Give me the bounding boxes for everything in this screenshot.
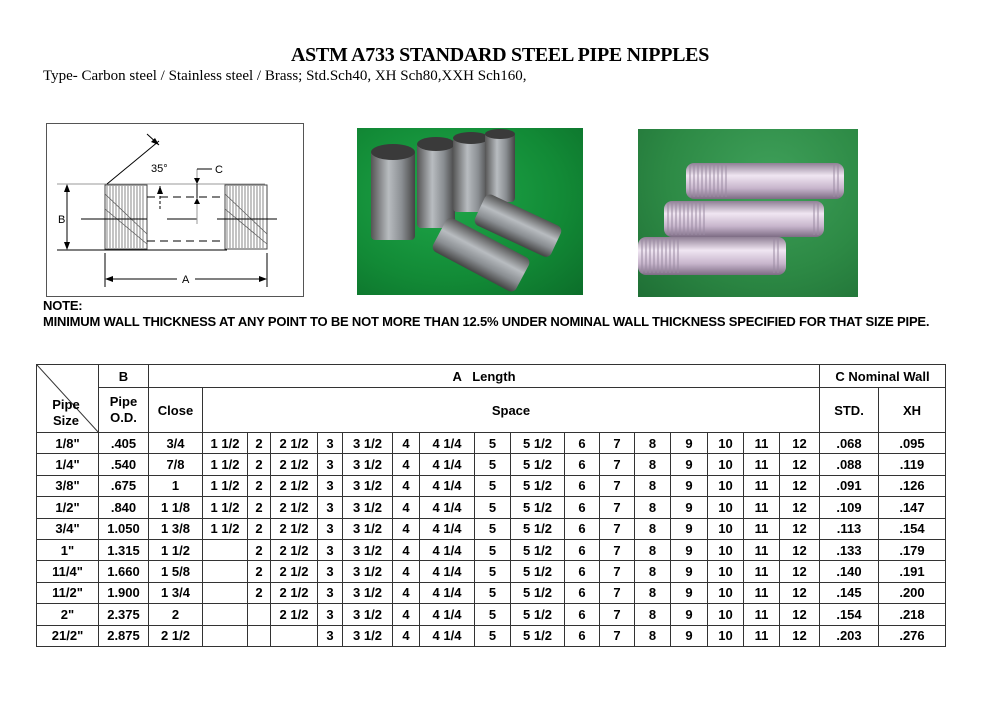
std-wall-cell: .068 [820, 433, 879, 454]
space-length-cell: 4 [393, 497, 420, 518]
xh-wall-cell: .126 [879, 475, 946, 496]
xh-wall-cell: .191 [879, 561, 946, 582]
space-length-cell [203, 561, 248, 582]
space-length-cell: 11 [744, 604, 780, 625]
close-header: Close [149, 388, 203, 433]
space-length-cell: 7 [600, 518, 635, 539]
space-length-cell: 12 [780, 539, 820, 560]
space-length-cell: 10 [708, 497, 744, 518]
space-length-cell: 5 [475, 454, 511, 475]
space-length-cell: 1 1/2 [203, 497, 248, 518]
space-length-cell: 7 [600, 582, 635, 603]
space-length-cell: 7 [600, 539, 635, 560]
space-length-cell: 10 [708, 582, 744, 603]
std-wall-cell: .154 [820, 604, 879, 625]
svg-text:35°: 35° [151, 163, 168, 175]
space-length-cell: 2 [248, 475, 271, 496]
xh-header: XH [879, 388, 946, 433]
space-length-cell: 5 [475, 625, 511, 646]
std-wall-cell: .140 [820, 561, 879, 582]
space-length-cell: 10 [708, 454, 744, 475]
space-length-cell: 9 [671, 518, 708, 539]
space-length-cell: 6 [565, 454, 600, 475]
page-subtitle: Type- Carbon steel / Stainless steel / Brass; Std.Sch40, XH Sch80,XXH Sch160, [43, 68, 527, 84]
table-row [37, 604, 946, 625]
space-length-cell: 2 [248, 454, 271, 475]
space-length-cell: 2 1/2 [271, 433, 318, 454]
table-row [37, 539, 946, 560]
space-length-cell: 7 [600, 454, 635, 475]
space-length-cell [203, 539, 248, 560]
pipe-size-cell: 11/4" [37, 561, 99, 582]
space-length-cell: 12 [780, 561, 820, 582]
space-length-cell: 1 1/2 [203, 518, 248, 539]
table-row [37, 433, 946, 454]
space-length-cell: 3 [318, 625, 343, 646]
close-length-cell: 1 3/8 [149, 518, 203, 539]
pipe-od-header: Pipe O.D. [99, 388, 149, 433]
space-length-cell: 11 [744, 433, 780, 454]
space-length-cell: 4 [393, 539, 420, 560]
note-block [43, 298, 973, 329]
space-length-cell: 8 [635, 475, 671, 496]
note-text: MINIMUM WALL THICKNESS AT ANY POINT TO BE NOT MORE THAN 12.5% UNDER NOMINAL WALL THICKNESS SPECIFIED FOR THAT SIZE PIPE. [43, 313, 930, 329]
space-length-cell: 6 [565, 475, 600, 496]
space-length-cell: 3 [318, 454, 343, 475]
space-header: Space [203, 388, 820, 433]
pipe-od-cell: 1.050 [99, 518, 149, 539]
space-length-cell: 3 1/2 [343, 497, 393, 518]
space-length-cell [203, 582, 248, 603]
xh-wall-cell: .276 [879, 625, 946, 646]
space-length-cell: 4 [393, 582, 420, 603]
pipe-od-cell: .840 [99, 497, 149, 518]
pipe-od-cell: 1.900 [99, 582, 149, 603]
space-length-cell: 2 1/2 [271, 518, 318, 539]
table-row [37, 582, 946, 603]
space-length-cell: 2 1/2 [271, 604, 318, 625]
space-length-cell: 8 [635, 582, 671, 603]
space-length-cell: 12 [780, 518, 820, 539]
pipe-size-cell: 1/8" [37, 433, 99, 454]
space-length-cell: 9 [671, 625, 708, 646]
space-length-cell: 6 [565, 518, 600, 539]
space-length-cell: 9 [671, 561, 708, 582]
close-length-cell: 1 1/2 [149, 539, 203, 560]
stainless-steel-nipples-photo [638, 129, 858, 297]
space-length-cell: 5 1/2 [511, 475, 565, 496]
space-length-cell: 2 [248, 539, 271, 560]
table-row [37, 561, 946, 582]
space-length-cell: 5 1/2 [511, 604, 565, 625]
space-length-cell: 2 [248, 561, 271, 582]
space-length-cell: 4 1/4 [420, 518, 475, 539]
space-length-cell: 11 [744, 518, 780, 539]
pipe-od-cell: .405 [99, 433, 149, 454]
space-length-cell: 5 1/2 [511, 539, 565, 560]
space-length-cell: 8 [635, 518, 671, 539]
pipe-od-cell: .540 [99, 454, 149, 475]
pipe-size-cell: 1/2" [37, 497, 99, 518]
pipe-size-cell: 2" [37, 604, 99, 625]
space-length-cell: 11 [744, 625, 780, 646]
pipe-od-cell: 2.375 [99, 604, 149, 625]
space-length-cell: 3 1/2 [343, 433, 393, 454]
pipe-od-cell: .675 [99, 475, 149, 496]
space-length-cell: 2 [248, 582, 271, 603]
pipe-size-cell: 1" [37, 539, 99, 560]
space-length-cell: 4 [393, 433, 420, 454]
space-length-cell [203, 604, 248, 625]
space-length-cell: 5 [475, 497, 511, 518]
space-length-cell: 5 [475, 518, 511, 539]
space-length-cell: 3 1/2 [343, 625, 393, 646]
space-length-cell: 12 [780, 625, 820, 646]
space-length-cell: 4 [393, 454, 420, 475]
space-length-cell: 4 [393, 625, 420, 646]
space-length-cell: 5 1/2 [511, 625, 565, 646]
space-length-cell: 2 1/2 [271, 475, 318, 496]
svg-text:C: C [215, 164, 223, 176]
space-length-cell: 11 [744, 475, 780, 496]
space-length-cell: 3 [318, 433, 343, 454]
table-row [37, 625, 946, 646]
space-length-cell: 3 [318, 582, 343, 603]
std-wall-cell: .113 [820, 518, 879, 539]
space-length-cell: 8 [635, 625, 671, 646]
space-length-cell: 4 [393, 561, 420, 582]
space-length-cell: 12 [780, 497, 820, 518]
pipe-size-cell: 11/2" [37, 582, 99, 603]
space-length-cell: 1 1/2 [203, 475, 248, 496]
std-wall-cell: .203 [820, 625, 879, 646]
pipe-size-corner-header: Pipe Size [37, 365, 99, 433]
space-length-cell: 4 1/4 [420, 561, 475, 582]
a-length-header: A Length [149, 365, 820, 388]
space-length-cell: 10 [708, 433, 744, 454]
space-length-cell: 5 1/2 [511, 518, 565, 539]
space-length-cell: 2 1/2 [271, 497, 318, 518]
svg-text:A: A [182, 274, 190, 286]
page-title: ASTM A733 STANDARD STEEL PIPE NIPPLES [290, 44, 710, 66]
space-length-cell: 11 [744, 454, 780, 475]
space-length-cell: 4 [393, 604, 420, 625]
xh-wall-cell: .200 [879, 582, 946, 603]
space-length-cell: 5 [475, 475, 511, 496]
space-length-cell: 2 1/2 [271, 582, 318, 603]
space-length-cell [248, 604, 271, 625]
space-length-cell: 7 [600, 604, 635, 625]
space-length-cell: 12 [780, 454, 820, 475]
space-length-cell: 7 [600, 561, 635, 582]
space-length-cell: 3 [318, 604, 343, 625]
space-length-cell: 5 [475, 582, 511, 603]
space-length-cell: 10 [708, 625, 744, 646]
space-length-cell: 4 1/4 [420, 475, 475, 496]
pipe-od-cell: 1.660 [99, 561, 149, 582]
space-length-cell: 4 1/4 [420, 433, 475, 454]
xh-wall-cell: .179 [879, 539, 946, 560]
space-length-cell: 5 1/2 [511, 582, 565, 603]
space-length-cell: 3 [318, 518, 343, 539]
space-length-cell: 9 [671, 454, 708, 475]
space-length-cell [203, 625, 248, 646]
space-length-cell: 7 [600, 433, 635, 454]
xh-wall-cell: .119 [879, 454, 946, 475]
c-nominal-wall-header: C Nominal Wall [820, 365, 946, 388]
space-length-cell: 4 [393, 518, 420, 539]
space-length-cell: 6 [565, 604, 600, 625]
space-length-cell: 9 [671, 475, 708, 496]
pipe-od-cell: 1.315 [99, 539, 149, 560]
space-length-cell: 8 [635, 433, 671, 454]
pipe-size-cell: 3/4" [37, 518, 99, 539]
space-length-cell: 4 1/4 [420, 625, 475, 646]
space-length-cell: 1 1/2 [203, 454, 248, 475]
space-length-cell: 5 [475, 433, 511, 454]
space-length-cell: 12 [780, 433, 820, 454]
space-length-cell: 4 1/4 [420, 582, 475, 603]
close-length-cell: 2 [149, 604, 203, 625]
table-row [37, 518, 946, 539]
space-length-cell: 10 [708, 539, 744, 560]
space-length-cell: 3 1/2 [343, 475, 393, 496]
space-length-cell: 3 1/2 [343, 582, 393, 603]
space-length-cell: 6 [565, 561, 600, 582]
space-length-cell: 5 [475, 604, 511, 625]
space-length-cell: 6 [565, 582, 600, 603]
pipe-od-cell: 2.875 [99, 625, 149, 646]
note-heading: NOTE: [43, 298, 83, 313]
xh-wall-cell: .095 [879, 433, 946, 454]
space-length-cell: 3 1/2 [343, 454, 393, 475]
space-length-cell: 4 1/4 [420, 497, 475, 518]
std-wall-cell: .088 [820, 454, 879, 475]
space-length-cell: 5 1/2 [511, 497, 565, 518]
space-length-cell: 2 1/2 [271, 539, 318, 560]
space-length-cell: 7 [600, 625, 635, 646]
pipe-size-cell: 21/2" [37, 625, 99, 646]
b-header: B [99, 365, 149, 388]
space-length-cell: 8 [635, 497, 671, 518]
space-length-cell: 6 [565, 539, 600, 560]
space-length-cell: 12 [780, 604, 820, 625]
space-length-cell: 9 [671, 497, 708, 518]
space-length-cell [271, 625, 318, 646]
space-length-cell: 7 [600, 475, 635, 496]
space-length-cell: 9 [671, 582, 708, 603]
svg-text:B: B [58, 214, 66, 226]
xh-wall-cell: .147 [879, 497, 946, 518]
space-length-cell: 4 1/4 [420, 454, 475, 475]
space-length-cell: 10 [708, 518, 744, 539]
space-length-cell: 8 [635, 604, 671, 625]
space-length-cell: 2 [248, 497, 271, 518]
space-length-cell: 5 [475, 539, 511, 560]
space-length-cell: 3 [318, 475, 343, 496]
space-length-cell: 3 1/2 [343, 518, 393, 539]
space-length-cell: 8 [635, 561, 671, 582]
std-wall-cell: .133 [820, 539, 879, 560]
close-length-cell: 1 [149, 475, 203, 496]
std-wall-cell: .091 [820, 475, 879, 496]
space-length-cell: 1 1/2 [203, 433, 248, 454]
space-length-cell: 5 [475, 561, 511, 582]
close-length-cell: 1 5/8 [149, 561, 203, 582]
space-length-cell: 11 [744, 561, 780, 582]
space-length-cell [248, 625, 271, 646]
space-length-cell: 2 [248, 518, 271, 539]
space-length-cell: 11 [744, 582, 780, 603]
space-length-cell: 4 1/4 [420, 604, 475, 625]
space-length-cell: 6 [565, 433, 600, 454]
close-length-cell: 2 1/2 [149, 625, 203, 646]
std-header: STD. [820, 388, 879, 433]
space-length-cell: 3 1/2 [343, 604, 393, 625]
space-length-cell: 5 1/2 [511, 561, 565, 582]
nipple-drawing-icon [47, 124, 303, 296]
pipe-nipple-diagram [46, 123, 304, 297]
pipe-nipple-spec-table [36, 364, 946, 647]
space-length-cell: 7 [600, 497, 635, 518]
close-length-cell: 3/4 [149, 433, 203, 454]
space-length-cell: 12 [780, 582, 820, 603]
space-length-cell: 3 1/2 [343, 539, 393, 560]
space-length-cell: 9 [671, 433, 708, 454]
std-wall-cell: .145 [820, 582, 879, 603]
space-length-cell: 8 [635, 454, 671, 475]
space-length-cell: 12 [780, 475, 820, 496]
space-length-cell: 10 [708, 604, 744, 625]
space-length-cell: 4 1/4 [420, 539, 475, 560]
table-row [37, 497, 946, 518]
xh-wall-cell: .218 [879, 604, 946, 625]
space-length-cell: 6 [565, 625, 600, 646]
close-length-cell: 7/8 [149, 454, 203, 475]
space-length-cell: 9 [671, 604, 708, 625]
xh-wall-cell: .154 [879, 518, 946, 539]
space-length-cell: 2 1/2 [271, 561, 318, 582]
space-length-cell: 8 [635, 539, 671, 560]
std-wall-cell: .109 [820, 497, 879, 518]
space-length-cell: 10 [708, 475, 744, 496]
space-length-cell: 5 1/2 [511, 433, 565, 454]
space-length-cell: 3 1/2 [343, 561, 393, 582]
space-length-cell: 2 1/2 [271, 454, 318, 475]
space-length-cell: 11 [744, 497, 780, 518]
close-length-cell: 1 3/4 [149, 582, 203, 603]
space-length-cell: 9 [671, 539, 708, 560]
space-length-cell: 2 [248, 433, 271, 454]
carbon-steel-nipples-photo [357, 128, 583, 295]
pipe-size-cell: 3/8" [37, 475, 99, 496]
space-length-cell: 4 [393, 475, 420, 496]
space-length-cell: 5 1/2 [511, 454, 565, 475]
space-length-cell: 6 [565, 497, 600, 518]
table-row [37, 475, 946, 496]
space-length-cell: 3 [318, 497, 343, 518]
space-length-cell: 3 [318, 539, 343, 560]
close-length-cell: 1 1/8 [149, 497, 203, 518]
space-length-cell: 10 [708, 561, 744, 582]
table-row [37, 454, 946, 475]
pipe-size-cell: 1/4" [37, 454, 99, 475]
space-length-cell: 11 [744, 539, 780, 560]
space-length-cell: 3 [318, 561, 343, 582]
